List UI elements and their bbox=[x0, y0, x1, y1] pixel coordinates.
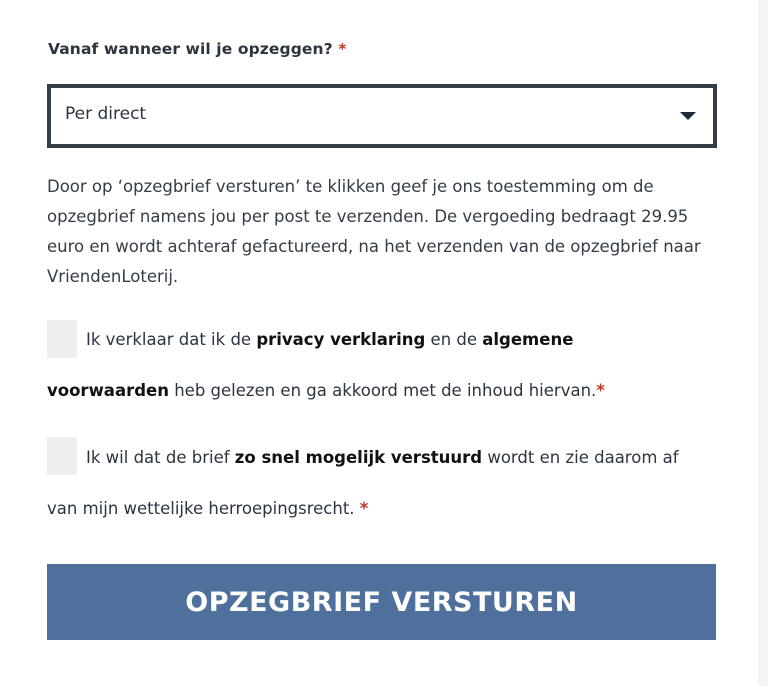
fast-shipping-checkbox[interactable] bbox=[47, 437, 77, 475]
shipping-consent-line-2 bbox=[47, 499, 368, 518]
shipping-consent-prefix: Ik wil dat de brief bbox=[86, 448, 235, 467]
privacy-consent-line-1 bbox=[86, 330, 573, 349]
privacy-consent-suffix: heb gelezen en ga akkoord met de inhoud hiervan. bbox=[168, 381, 597, 400]
start-date-label-text: Vanaf wanneer wil je opzeggen? bbox=[48, 40, 333, 58]
caret-down-icon bbox=[680, 112, 696, 120]
required-asterisk: * bbox=[359, 499, 369, 518]
required-asterisk: * bbox=[338, 40, 347, 58]
terms-link-part-2[interactable]: voorwaarden bbox=[47, 381, 169, 400]
start-date-label bbox=[48, 40, 346, 58]
shipping-consent-line-1 bbox=[86, 448, 679, 467]
start-date-select[interactable] bbox=[47, 84, 717, 148]
consent-info-text: Door op ‘opzegbrief versturen’ te klikken geef je ons toestemming om de opzegbrief namens jou per post te verzenden. De vergoeding bedraagt 29.95 euro en wordt achteraf gefactureerd, na het verzenden van de opzegbrief naar VriendenLoterij. bbox=[47, 177, 701, 286]
privacy-statement-link[interactable]: privacy verklaring bbox=[256, 330, 426, 349]
shipping-consent-suffix: wordt en zie daarom af bbox=[482, 448, 679, 467]
shipping-consent-line-2-text: van mijn wettelijke herroepingsrecht. bbox=[47, 499, 355, 518]
page-edge-strip bbox=[758, 0, 768, 686]
terms-link-part-1[interactable]: algemene bbox=[482, 330, 574, 349]
privacy-consent-line-2 bbox=[47, 381, 605, 400]
privacy-terms-checkbox[interactable] bbox=[47, 320, 77, 358]
privacy-consent-prefix: Ik verklaar dat ik de bbox=[86, 330, 257, 349]
submit-cancellation-button[interactable]: OPZEGBRIEF VERSTUREN bbox=[47, 564, 716, 640]
shipping-consent-bold: zo snel mogelijk verstuurd bbox=[234, 448, 483, 467]
required-asterisk: * bbox=[596, 381, 605, 400]
start-date-selected-value: Per direct bbox=[65, 104, 147, 124]
privacy-consent-mid: en de bbox=[425, 330, 483, 349]
